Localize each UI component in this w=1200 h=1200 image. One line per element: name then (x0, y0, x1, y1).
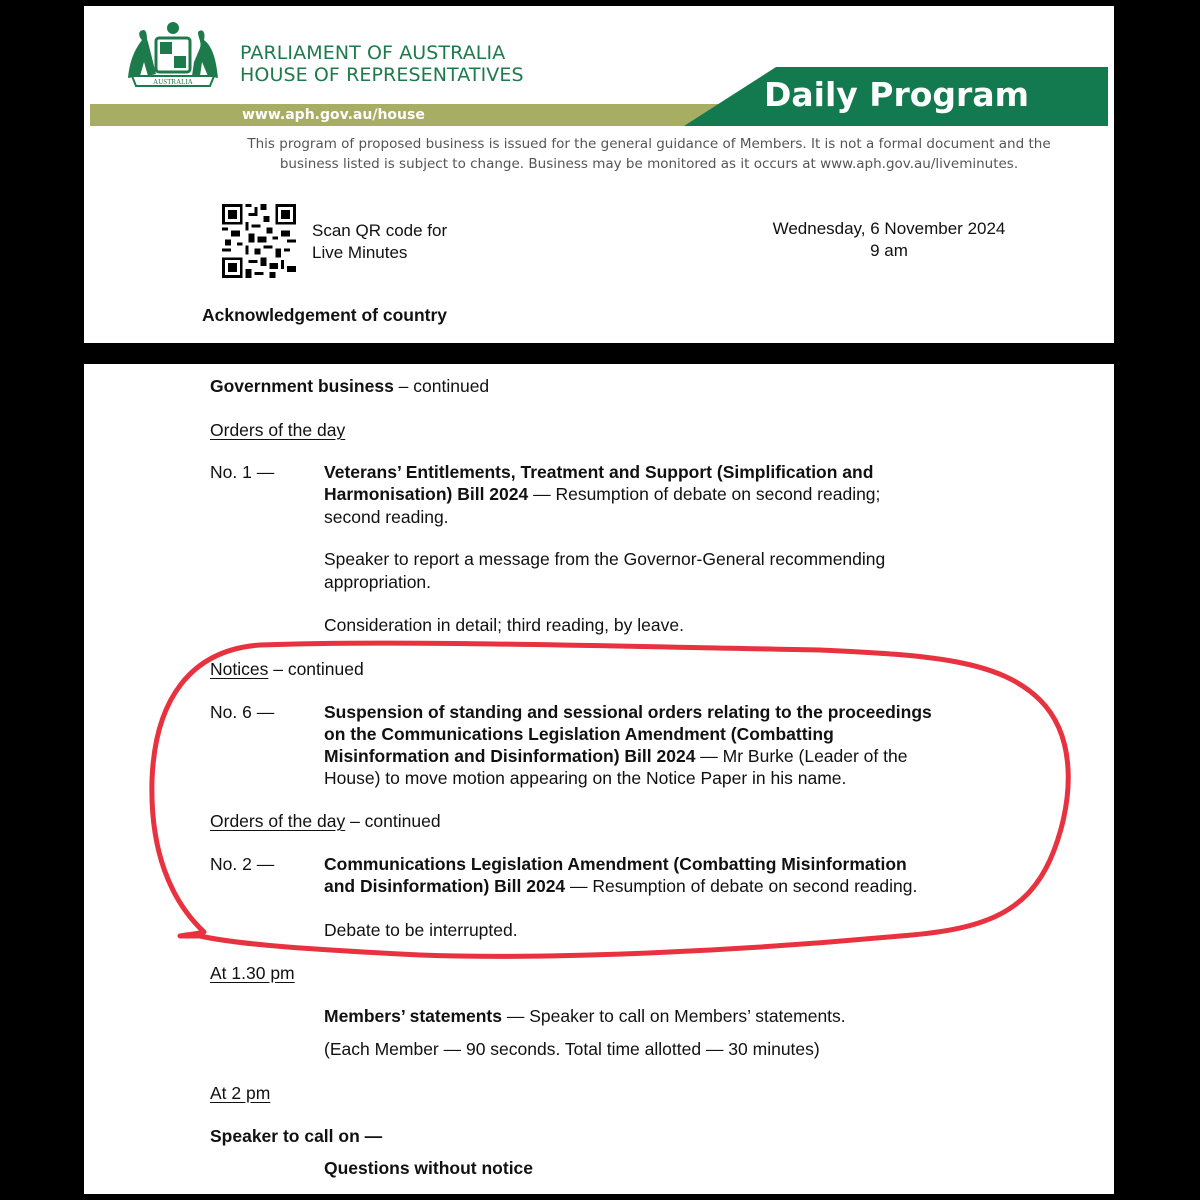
program-header-panel (84, 6, 1114, 343)
notices-suffix: – continued (268, 659, 364, 679)
qr-caption-line-2: Live Minutes (312, 243, 408, 262)
website-link[interactable]: www.aph.gov.au/house (242, 107, 425, 123)
item-1-note-2: Consideration in detail; third reading, by leave. (324, 615, 684, 635)
item-2-l1: Communications Legislation Amendment (Combatting Misinformation (324, 854, 907, 874)
item-6-line-4: House) to move motion appearing on the Notice Paper in his name. (324, 768, 847, 788)
item-6-l3-rest: — Mr Burke (Leader of the (695, 746, 908, 766)
members-statements-rest: — Speaker to call on Members’ statements. (502, 1006, 846, 1026)
date-text: Wednesday, 6 November 2024 (772, 219, 1006, 238)
item-1-title-l2: Harmonisation) Bill 2024 (324, 484, 529, 504)
item-6-l3-bold: Misinformation and Disinformation) Bill 2024 (324, 746, 696, 766)
item-6-number: No. 6 — (210, 702, 275, 722)
coat-of-arms-icon (118, 18, 228, 90)
at-130-label: At 1.30 pm (210, 963, 295, 983)
item-2-number: No. 2 — (210, 854, 275, 874)
item-2-line-1 (324, 853, 907, 876)
item-6-line-2 (324, 723, 834, 746)
orders-heading-2-suffix: – continued (345, 811, 441, 831)
item-6-l1: Suspension of standing and sessional orders relating to the proceedings (324, 702, 932, 722)
disclaimer-line-2: business listed is subject to change. Business may be monitored as it occurs at www.aph.gov.au/liveminutes. (279, 156, 1019, 172)
item-6-line-3 (324, 745, 907, 768)
at-130-heading (210, 962, 295, 985)
item-1-title-line-2 (324, 483, 880, 506)
item-6-line-1 (324, 701, 932, 724)
qr-caption (312, 220, 447, 264)
time-text: 9 am (870, 241, 908, 260)
questions-without-notice (324, 1157, 533, 1180)
item-1-number: No. 1 — (210, 462, 275, 482)
at-2pm-heading (210, 1082, 270, 1105)
gov-business-suffix: – continued (393, 376, 490, 396)
item-2-l2-bold: and Disinformation) Bill 2024 (324, 876, 566, 896)
item-2-line-2 (324, 875, 917, 898)
gov-business-label: Government business (210, 376, 394, 396)
item-1-note-1-line-1: Speaker to report a message from the Governor-General recommending (324, 549, 886, 569)
orders-of-day-continued-heading (210, 810, 441, 833)
speaker-to-call-on (210, 1125, 382, 1148)
org-line-2: HOUSE OF REPRESENTATIVES (240, 64, 524, 86)
item-1-rest-l2: — Resumption of debate on second reading; (528, 484, 881, 504)
item-1-line-3: second reading. (324, 507, 449, 527)
orders-of-day-heading (210, 419, 345, 442)
item-1-title-l1: Veterans’ Entitlements, Treatment and Support (Simplification and (324, 462, 874, 482)
acknowledgement-heading: Acknowledgement of country (202, 305, 448, 325)
qr-caption-line-1: Scan QR code for (312, 221, 448, 240)
at-2pm-label: At 2 pm (210, 1083, 271, 1103)
disclaimer-line-1: This program of proposed business is issued for the general guidance of Members. It is not a formal document and the (247, 136, 1051, 152)
questions-label: Questions without notice (324, 1158, 534, 1178)
notices-label: Notices (210, 659, 269, 679)
program-body-panel (84, 364, 1114, 1194)
sitting-date (684, 218, 1094, 262)
page-title: Daily Program (764, 75, 1029, 114)
orders-heading-2-label: Orders of the day (210, 811, 346, 831)
members-statements-bold: Members’ statements (324, 1006, 502, 1026)
svg-text:AUSTRALIA: AUSTRALIA (153, 78, 193, 86)
orders-heading-label: Orders of the day (210, 420, 346, 440)
members-statements-note: (Each Member — 90 seconds. Total time allotted — 30 minutes) (324, 1039, 820, 1059)
item-6-l2: on the Communications Legislation Amendment (Combatting (324, 724, 834, 744)
item-1-note-1-line-2: appropriation. (324, 572, 432, 592)
speaker-call-label: Speaker to call on — (210, 1126, 383, 1146)
org-line-1: PARLIAMENT OF AUSTRALIA (240, 42, 506, 64)
qr-code-icon[interactable] (222, 204, 296, 278)
members-statements (324, 1005, 846, 1028)
organisation-name (240, 42, 524, 86)
government-business-heading (210, 375, 489, 398)
item-2-note: Debate to be interrupted. (324, 920, 518, 940)
notices-heading (210, 658, 364, 681)
item-2-l2-rest: — Resumption of debate on second reading. (565, 876, 918, 896)
item-1-title-line-1 (324, 461, 873, 484)
disclaimer (234, 134, 1064, 174)
